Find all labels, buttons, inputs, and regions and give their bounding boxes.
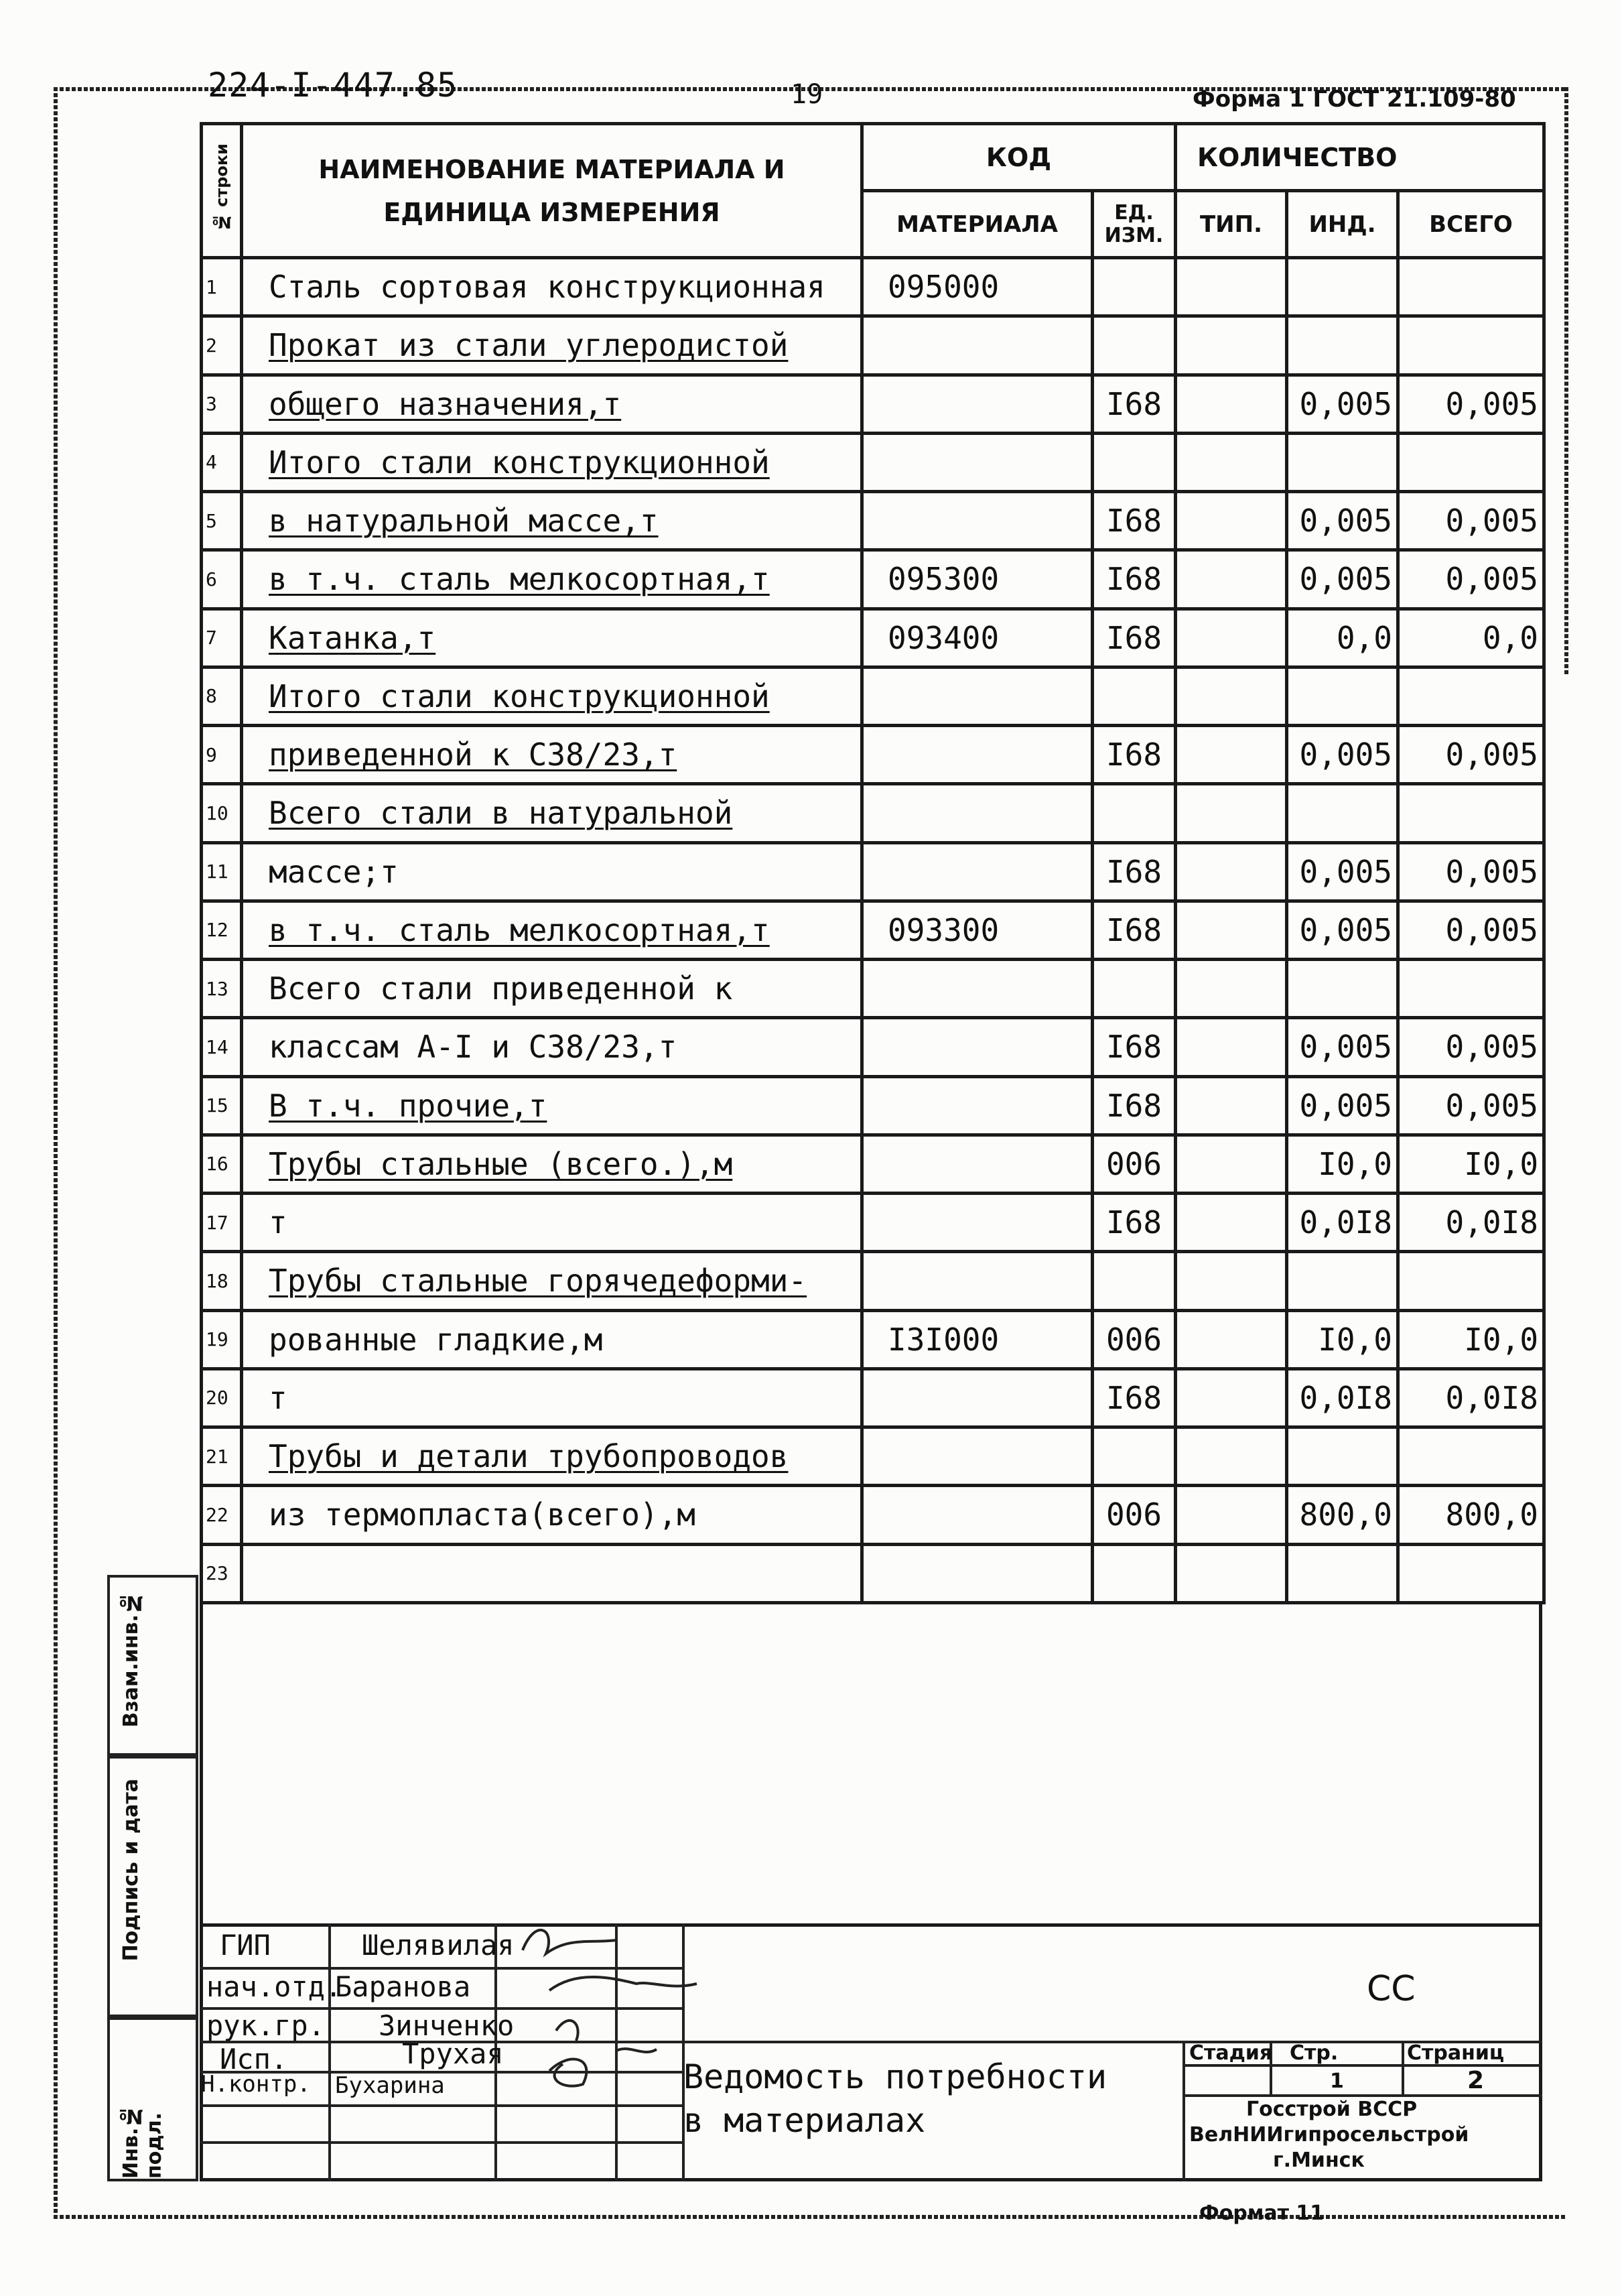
table-row [202,842,1544,901]
row-name: т [242,1368,862,1427]
table-row [202,1368,1544,1427]
row-unit: I68 [1093,492,1176,550]
row-name: массе;т [242,842,862,901]
row-total: 800,0 [1398,1486,1544,1544]
row-ind [1287,784,1398,842]
row-unit: I68 [1093,550,1176,609]
row-name: Всего стали в натуральной [242,784,862,842]
row-typ [1176,1486,1287,1544]
frame-left [54,87,58,2219]
tb-line [1182,2094,1542,2097]
row-total [1398,316,1544,375]
row-name: в т.ч. сталь мелкосортная,т [242,550,862,609]
row-total [1398,1427,1544,1486]
row-unit: I68 [1093,842,1176,901]
row-number: 17 [202,1194,242,1252]
row-typ [1176,1194,1287,1252]
row-unit: 006 [1093,1135,1176,1193]
row-typ [1176,1427,1287,1486]
row-ind: 0,005 [1287,901,1398,959]
row-number: 13 [202,960,242,1018]
row-total: 0,005 [1398,842,1544,901]
row-total: 0,005 [1398,492,1544,550]
row-name: Трубы и детали трубопроводов [242,1427,862,1486]
pages-value: 2 [1467,2067,1485,2094]
row-ind: 0,0I8 [1287,1194,1398,1252]
table-row [202,1486,1544,1544]
header-material-name: НАИМЕНОВАНИЕ МАТЕРИАЛА И ЕДИНИЦА ИЗМЕРЕНИЯ [242,124,862,258]
stage-label: Стадия [1189,2041,1273,2065]
table-row [202,667,1544,725]
frame-right [1564,87,1568,674]
name-gip: Шелявилая [362,1929,515,1962]
row-typ [1176,1135,1287,1193]
row-number: 21 [202,1427,242,1486]
tb-line [200,2141,682,2144]
row-typ [1176,1018,1287,1076]
row-name: Итого стали конструкционной [242,667,862,725]
table-row [202,1135,1544,1193]
stamp-inv-replace-label: Взам.инв.№ [119,1591,143,1728]
tb-line [328,1923,331,2181]
row-unit [1093,1544,1176,1603]
org-line3: г.Минск [1273,2149,1365,2172]
row-number: 16 [202,1135,242,1193]
table-row [202,1194,1544,1252]
row-number: 22 [202,1486,242,1544]
row-number: 1 [202,258,242,316]
role-executor: Исп. [220,2043,288,2076]
row-ind: 0,005 [1287,842,1398,901]
row-material-code [862,1076,1093,1135]
row-unit: I68 [1093,1076,1176,1135]
row-material-code: 095300 [862,550,1093,609]
page-label: Стр. [1290,2041,1339,2065]
row-material-code [862,433,1093,491]
row-ind [1287,1544,1398,1603]
table-row [202,433,1544,491]
document-code: 224-I-447.85 [208,66,458,105]
row-number: 15 [202,1076,242,1135]
row-name: в т.ч. сталь мелкосортная,т [242,901,862,959]
pages-label: Страниц [1407,2041,1505,2065]
role-gip: ГИП [220,1929,271,1962]
row-typ [1176,375,1287,433]
row-number: 10 [202,784,242,842]
row-ind: 0,005 [1287,550,1398,609]
row-total: 0,005 [1398,550,1544,609]
row-material-code [862,667,1093,725]
row-ind: 0,0 [1287,609,1398,667]
row-total [1398,258,1544,316]
form-reference: Форма 1 ГОСТ 21.109-80 [1193,86,1516,113]
row-ind: 0,005 [1287,1076,1398,1135]
row-typ [1176,726,1287,784]
doc-title-line1: Ведомость потребности [683,2057,1107,2096]
stamp-sign-date [107,1756,198,2017]
row-number: 14 [202,1018,242,1076]
stamp-inv-orig [107,2017,198,2181]
row-unit [1093,784,1176,842]
row-ind: I0,0 [1287,1310,1398,1368]
row-unit [1093,1252,1176,1310]
row-unit [1093,258,1176,316]
name-head-dept: Баранова [335,1970,471,2003]
header-total: ВСЕГО [1398,191,1544,258]
row-name: из термопласта(всего),м [242,1486,862,1544]
row-typ [1176,316,1287,375]
row-name: Прокат из стали углеродистой [242,316,862,375]
row-name: рованные гладкие,м [242,1310,862,1368]
row-typ [1176,960,1287,1018]
row-typ [1176,1368,1287,1427]
table-row [202,1018,1544,1076]
row-total [1398,960,1544,1018]
tb-line [200,2104,682,2107]
row-material-code [862,1018,1093,1076]
table-row [202,726,1544,784]
table-row [202,1544,1544,1603]
table-row [202,609,1544,667]
row-number: 2 [202,316,242,375]
row-ind [1287,960,1398,1018]
stamp-sign-date-label: Подпись и дата [119,1779,143,1962]
row-unit [1093,316,1176,375]
row-number: 7 [202,609,242,667]
row-material-code [862,375,1093,433]
row-name: В т.ч. прочие,т [242,1076,862,1135]
row-typ [1176,1544,1287,1603]
row-unit [1093,667,1176,725]
format-label: Формат 11 [1199,2202,1325,2225]
row-typ [1176,609,1287,667]
row-typ [1176,901,1287,959]
row-number: 20 [202,1368,242,1427]
row-number: 4 [202,433,242,491]
stamp-inv-replace [107,1575,198,1756]
row-ind: 0,0I8 [1287,1368,1398,1427]
table-row [202,492,1544,550]
row-material-code [862,1368,1093,1427]
tb-line [1182,2041,1185,2181]
table-row [202,258,1544,316]
row-name [242,1544,862,1603]
row-total: 0,0 [1398,609,1544,667]
row-total: 0,0I8 [1398,1194,1544,1252]
row-name: Сталь сортовая конструкционная [242,258,862,316]
row-name: Трубы стальные горячедеформи- [242,1252,862,1310]
stamp-inv-orig-label: Инв.№ подл. [119,2104,166,2179]
page-number: 19 [791,79,823,110]
header-row-1 [202,124,1544,191]
table-row [202,550,1544,609]
row-name: Катанка,т [242,609,862,667]
table-row [202,960,1544,1018]
row-number: 9 [202,726,242,784]
row-total [1398,1544,1544,1603]
table-row [202,901,1544,959]
header-typ: ТИП. [1176,191,1287,258]
row-ind: 0,005 [1287,1018,1398,1076]
row-unit: I68 [1093,1018,1176,1076]
tb-line [1402,2041,1404,2094]
row-ind: 0,005 [1287,726,1398,784]
row-total: I0,0 [1398,1310,1544,1368]
row-ind: I0,0 [1287,1135,1398,1193]
row-typ [1176,842,1287,901]
row-name: т [242,1194,862,1252]
row-total: 0,0I8 [1398,1368,1544,1427]
row-number: 12 [202,901,242,959]
materials-table [200,122,1546,1604]
table-row [202,1252,1544,1310]
row-ind: 0,005 [1287,375,1398,433]
row-ind [1287,316,1398,375]
row-typ [1176,550,1287,609]
row-name: Итого стали конструкционной [242,433,862,491]
page-value: 1 [1330,2069,1344,2093]
row-total: 0,005 [1398,1018,1544,1076]
row-number: 6 [202,550,242,609]
org-line2: ВелНИИгипросельстрой [1189,2123,1469,2147]
header-code: КОД [862,124,1176,191]
row-typ [1176,492,1287,550]
row-name: общего назначения,т [242,375,862,433]
row-material-code [862,1252,1093,1310]
row-unit: 006 [1093,1486,1176,1544]
row-name: приведенной к С38/23,т [242,726,862,784]
table-row [202,316,1544,375]
frame-bottom [54,2215,1565,2219]
row-number: 23 [202,1544,242,1603]
table-row [202,1427,1544,1486]
row-number: 3 [202,375,242,433]
role-norm-control: Н.контр. [201,2071,311,2098]
row-number: 19 [202,1310,242,1368]
name-group-lead: Зинченко [379,2009,515,2042]
doc-title-line2: в материалах [683,2101,926,2140]
row-name: Трубы стальные (всего.),м [242,1135,862,1193]
row-number: 8 [202,667,242,725]
row-typ [1176,1076,1287,1135]
row-material-code [862,1427,1093,1486]
empty-area [200,1604,1542,1926]
row-name: Всего стали приведенной к [242,960,862,1018]
header-quantity: КОЛИЧЕСТВО [1176,124,1544,191]
header-ind: ИНД. [1287,191,1398,258]
table-row [202,1076,1544,1135]
row-material-code [862,726,1093,784]
row-material-code [862,492,1093,550]
row-unit: I68 [1093,375,1176,433]
row-ind [1287,1427,1398,1486]
row-material-code: 093300 [862,901,1093,959]
row-unit: I68 [1093,901,1176,959]
row-ind [1287,1252,1398,1310]
row-material-code [862,316,1093,375]
row-material-code: 093400 [862,609,1093,667]
row-total [1398,784,1544,842]
row-material-code [862,960,1093,1018]
row-total: 0,005 [1398,1076,1544,1135]
row-total: 0,005 [1398,901,1544,959]
row-total: 0,005 [1398,726,1544,784]
row-number: 18 [202,1252,242,1310]
table-row [202,1310,1544,1368]
name-executor: Трухая [402,2037,504,2070]
sheet-code: СС [1367,1969,1416,2009]
row-unit: 006 [1093,1310,1176,1368]
row-total: I0,0 [1398,1135,1544,1193]
row-typ [1176,784,1287,842]
row-total [1398,1252,1544,1310]
org-line1: Госстрой ВССР [1246,2098,1418,2121]
row-unit: I68 [1093,1194,1176,1252]
row-ind [1287,433,1398,491]
row-typ [1176,433,1287,491]
row-material-code [862,842,1093,901]
row-number: 5 [202,492,242,550]
row-total [1398,667,1544,725]
header-unit: ЕД. ИЗМ. [1093,191,1176,258]
row-name: классам А-I и С38/23,т [242,1018,862,1076]
row-unit [1093,433,1176,491]
row-ind [1287,258,1398,316]
row-unit: I68 [1093,609,1176,667]
row-unit [1093,960,1176,1018]
row-material-code [862,1135,1093,1193]
row-material-code [862,784,1093,842]
row-unit: I68 [1093,726,1176,784]
row-material-code [862,1194,1093,1252]
row-typ [1176,667,1287,725]
row-unit: I68 [1093,1368,1176,1427]
header-row-number: № строки [202,124,242,258]
row-ind: 0,005 [1287,492,1398,550]
row-material-code: I3I000 [862,1310,1093,1368]
row-total [1398,433,1544,491]
row-total: 0,005 [1398,375,1544,433]
role-head-dept: нач.отд. [206,1970,342,2003]
table-row [202,784,1544,842]
table-row [202,375,1544,433]
row-number: 11 [202,842,242,901]
header-material-code: МАТЕРИАЛА [862,191,1093,258]
row-material-code [862,1544,1093,1603]
row-ind [1287,667,1398,725]
row-typ [1176,1310,1287,1368]
row-typ [1176,258,1287,316]
row-typ [1176,1252,1287,1310]
row-name: в натуральной массе,т [242,492,862,550]
row-material-code [862,1486,1093,1544]
table-body [202,258,1544,1603]
name-norm-control: Бухарина [335,2072,445,2099]
row-material-code: 095000 [862,258,1093,316]
role-group-lead: рук.гр. [206,2009,326,2042]
row-ind: 800,0 [1287,1486,1398,1544]
row-unit [1093,1427,1176,1486]
